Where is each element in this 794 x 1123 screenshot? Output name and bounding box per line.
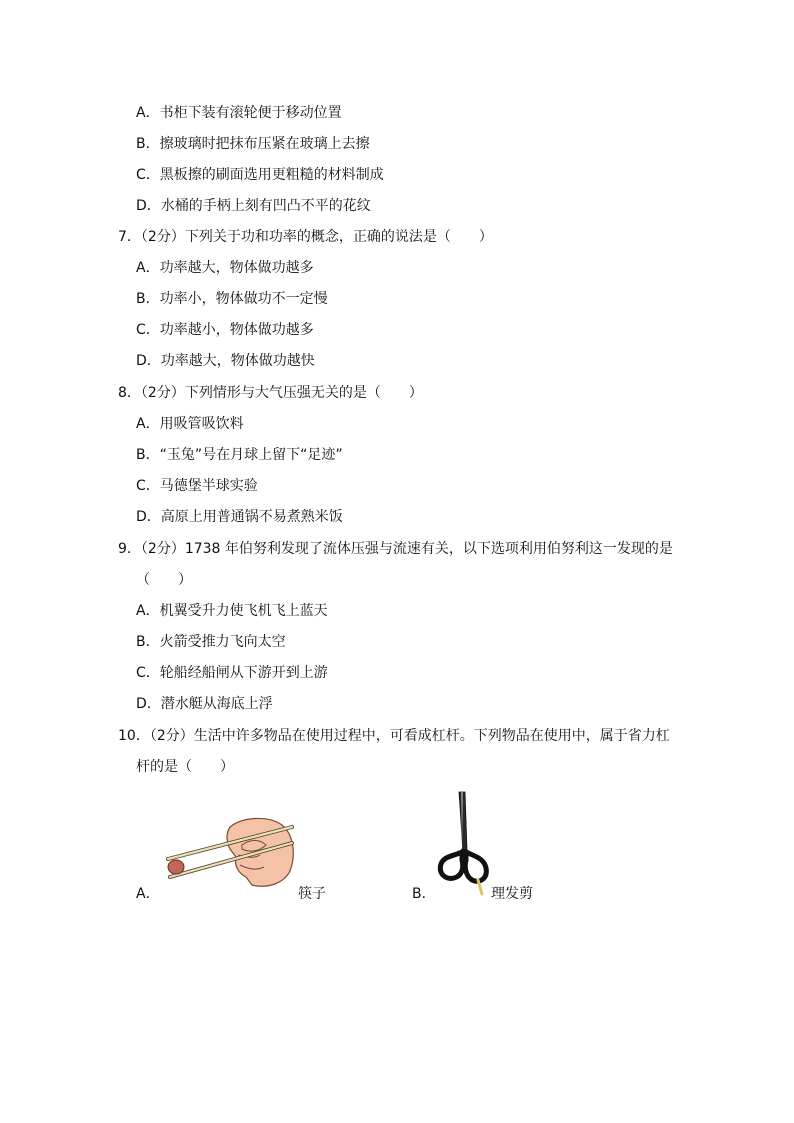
q8-option-b: B．“玉兔”号在月球上留下“足迹” — [136, 447, 343, 463]
q10-option-a-label: 筷子 — [298, 886, 326, 902]
chopsticks-hand-picture — [160, 815, 300, 890]
q8-option-a: A．用吸管吸饮料 — [136, 416, 244, 432]
q9-option-b: B．火箭受推力飞向太空 — [136, 634, 286, 650]
q10-option-a-letter: A． — [136, 886, 160, 902]
q9-stem-line1: 9．（2分）1738 年伯努利发现了流体压强与流速有关，以下选项利用伯努利这一发现的是 — [118, 541, 673, 557]
hair-scissors-picture — [434, 790, 494, 896]
scissor-blade — [459, 792, 467, 852]
q8-stem: 8．（2分）下列情形与大气压强无关的是（ ） — [118, 385, 423, 401]
scissor-handle-right — [465, 852, 486, 881]
q7-option-a: A．功率越大，物体做功越多 — [136, 260, 314, 276]
q9-stem-line2: （ ） — [136, 572, 192, 588]
q9-option-c: C．轮船经船闸从下游开到上游 — [136, 665, 328, 681]
q6-option-d: D．水桶的手柄上刻有凹凸不平的花纹 — [136, 198, 371, 214]
food-piece — [168, 860, 184, 874]
q9-option-d: D．潜水艇从海底上浮 — [136, 696, 273, 712]
q9-option-a: A．机翼受升力使飞机飞上蓝天 — [136, 603, 328, 619]
q10-option-b-letter: B． — [412, 886, 436, 902]
q7-stem: 7．（2分）下列关于功和功率的概念，正确的说法是（ ） — [118, 229, 493, 245]
q8-option-c: C．马德堡半球实验 — [136, 478, 258, 494]
q7-option-b: B．功率小，物体做功不一定慢 — [136, 291, 328, 307]
q6-option-a: A．书柜下装有滚轮便于移动位置 — [136, 105, 342, 121]
q8-option-d: D．高原上用普通锅不易煮熟米饭 — [136, 509, 343, 525]
q10-stem-line1: 10．（2分）生活中许多物品在使用过程中，可看成杠杆。下列物品在使用中，属于省力杠 — [118, 728, 670, 744]
scissor-handle-left — [440, 852, 462, 878]
q6-option-b: B．擦玻璃时把抹布压紧在玻璃上去擦 — [136, 136, 370, 152]
q10-option-b-label: 理发剪 — [491, 886, 533, 902]
q6-option-c: C．黑板擦的刷面选用更粗糙的材料制成 — [136, 167, 384, 183]
q7-option-c: C．功率越小，物体做功越多 — [136, 322, 314, 338]
q7-option-d: D．功率越大，物体做功越快 — [136, 353, 315, 369]
q10-stem-line2: 杆的是（ ） — [136, 759, 234, 775]
